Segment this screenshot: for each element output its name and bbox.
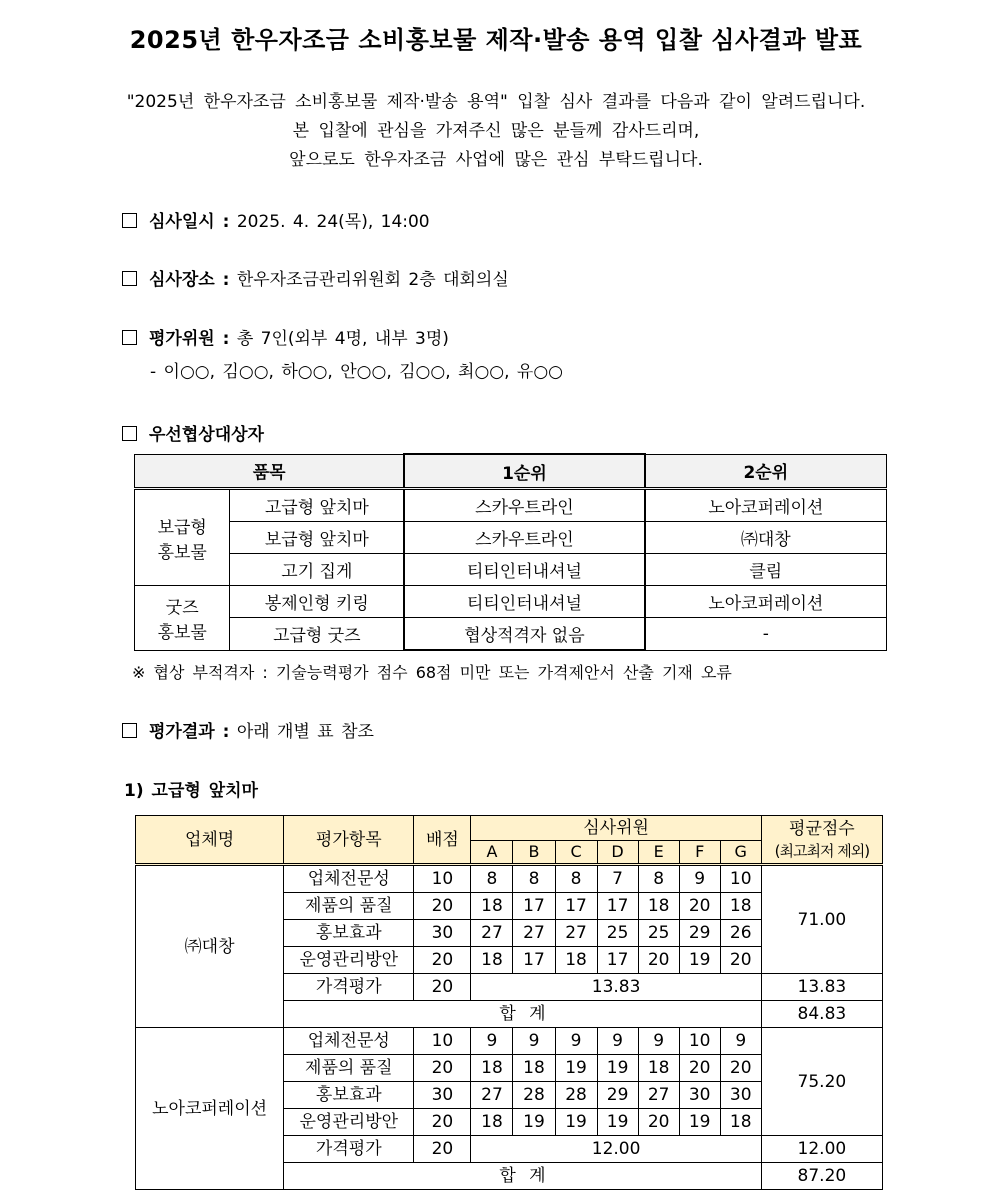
score-cell: 25 (638, 920, 679, 947)
avg-score-cell: 71.00 (761, 865, 882, 974)
judge-header: D (597, 841, 638, 865)
score-cell: 17 (597, 947, 638, 974)
header-avg-label: 평균점수 (789, 818, 855, 839)
first-cell: 스카우트라인 (404, 522, 644, 554)
section-value: 아래 개별 표 참조 (236, 722, 374, 742)
header-criteria: 평가항목 (284, 816, 414, 865)
score-cell: 18 (471, 893, 513, 920)
section-committee (122, 324, 449, 349)
section-label: 우선협상대상자 (149, 425, 264, 445)
checkbox-icon (122, 426, 137, 441)
result-table (135, 815, 883, 1190)
score-cell: 9 (638, 1028, 679, 1055)
judge-header: B (513, 841, 555, 865)
avg-score-cell: 12.00 (761, 1136, 882, 1163)
score-cell: 30 (679, 1082, 720, 1109)
score-cell: 17 (555, 893, 597, 920)
section-label: 평가위원 : (149, 329, 230, 349)
table-row (135, 489, 887, 522)
total-label-cell: 합 계 (284, 1163, 762, 1190)
item-cell: 고급형 굿즈 (230, 618, 404, 651)
score-cell: 19 (597, 1109, 638, 1136)
score-cell: 7 (597, 865, 638, 893)
table-row (135, 522, 887, 554)
table-row (135, 554, 887, 586)
score-cell: 18 (720, 1109, 761, 1136)
category-cell: 굿즈 홍보물 (135, 586, 230, 651)
price-score-cell: 12.00 (471, 1136, 761, 1163)
header-first: 1순위 (404, 454, 644, 489)
score-cell: 19 (679, 947, 720, 974)
score-cell: 27 (555, 920, 597, 947)
item-cell: 고기 집게 (230, 554, 404, 586)
score-cell: 27 (513, 920, 555, 947)
first-cell: 스카우트라인 (404, 489, 644, 522)
score-cell: 18 (638, 1055, 679, 1082)
page-title: 2025년 한우자조금 소비홍보물 제작·발송 용역 입찰 심사결과 발표 (129, 26, 863, 54)
header-judges: 심사위원 (471, 816, 761, 841)
score-cell: 20 (679, 893, 720, 920)
score-cell: 9 (597, 1028, 638, 1055)
weight-cell: 20 (414, 974, 471, 1001)
section-label: 심사장소 : (149, 270, 230, 290)
score-cell: 18 (471, 947, 513, 974)
score-cell: 20 (638, 947, 679, 974)
weight-cell: 30 (414, 1082, 471, 1109)
item-cell: 봉제인형 키링 (230, 586, 404, 618)
section-value: 한우자조금관리위원회 2층 대회의실 (236, 270, 509, 290)
intro-line: 본 입찰에 관심을 가져주신 많은 분들께 감사드리며, (292, 121, 700, 141)
score-cell: 9 (471, 1028, 513, 1055)
section-value: 총 7인(외부 4명, 내부 3명) (236, 329, 449, 349)
score-cell: 9 (555, 1028, 597, 1055)
section-place (122, 265, 509, 290)
score-cell: 8 (471, 865, 513, 893)
second-cell: ㈜대창 (645, 522, 887, 554)
checkbox-icon (122, 213, 137, 228)
table-header-row (136, 816, 883, 841)
score-cell: 20 (679, 1055, 720, 1082)
table-row (136, 865, 883, 893)
total-label-cell: 합 계 (284, 1001, 762, 1028)
score-cell: 10 (679, 1028, 720, 1055)
avg-score-cell: 13.83 (761, 974, 882, 1001)
criteria-cell: 제품의 품질 (284, 1055, 414, 1082)
checkbox-icon (122, 271, 137, 286)
result-table-body (136, 865, 883, 1190)
weight-cell: 10 (414, 1028, 471, 1055)
priority-table (134, 453, 887, 651)
score-cell: 18 (720, 893, 761, 920)
section-priority (122, 420, 264, 445)
section-date (122, 207, 430, 232)
weight-cell: 20 (414, 1055, 471, 1082)
criteria-cell: 가격평가 (284, 974, 414, 1001)
table-row (136, 1028, 883, 1055)
table-header-row (135, 454, 887, 489)
judge-header: F (679, 841, 720, 865)
committee-members: - 이○○, 김○○, 하○○, 안○○, 김○○, 최○○, 유○○ (150, 362, 564, 382)
table-row (135, 618, 887, 651)
score-cell: 18 (471, 1055, 513, 1082)
judge-header: A (471, 841, 513, 865)
note-text: ※ 협상 부적격자 : 기술능력평가 점수 68점 미만 또는 가격제안서 산출 기재 오류 (132, 663, 732, 682)
judge-header: G (720, 841, 761, 865)
score-cell: 29 (597, 1082, 638, 1109)
item-cell: 보급형 앞치마 (230, 522, 404, 554)
score-cell: 28 (513, 1082, 555, 1109)
score-cell: 19 (555, 1109, 597, 1136)
score-cell: 18 (555, 947, 597, 974)
second-cell: 노아코퍼레이션 (645, 586, 887, 618)
header-second: 2순위 (645, 454, 887, 489)
table-row (135, 586, 887, 618)
weight-cell: 20 (414, 947, 471, 974)
score-cell: 8 (638, 865, 679, 893)
score-cell: 27 (638, 1082, 679, 1109)
second-cell: - (645, 618, 887, 651)
first-cell: 티티인터내셔널 (404, 554, 644, 586)
score-cell: 20 (720, 1055, 761, 1082)
item-cell: 고급형 앞치마 (230, 489, 404, 522)
criteria-cell: 운영관리방안 (284, 947, 414, 974)
score-cell: 19 (513, 1109, 555, 1136)
score-cell: 17 (513, 893, 555, 920)
checkbox-icon (122, 723, 137, 738)
price-score-cell: 13.83 (471, 974, 761, 1001)
total-score-cell: 87.20 (761, 1163, 882, 1190)
judge-header: E (638, 841, 679, 865)
criteria-cell: 가격평가 (284, 1136, 414, 1163)
section-label: 심사일시 : (149, 212, 230, 232)
score-cell: 17 (513, 947, 555, 974)
score-cell: 30 (720, 1082, 761, 1109)
score-cell: 19 (679, 1109, 720, 1136)
section-result (122, 717, 374, 742)
score-cell: 17 (597, 893, 638, 920)
weight-cell: 10 (414, 865, 471, 893)
header-item: 품목 (135, 454, 405, 489)
header-avg (761, 816, 882, 865)
intro-line: "2025년 한우자조금 소비홍보물 제작·발송 용역" 입찰 심사 결과를 다음과 같이 알려드립니다. (126, 92, 866, 112)
score-cell: 20 (638, 1109, 679, 1136)
criteria-cell: 제품의 품질 (284, 893, 414, 920)
score-cell: 20 (720, 947, 761, 974)
criteria-cell: 업체전문성 (284, 865, 414, 893)
score-cell: 8 (555, 865, 597, 893)
criteria-cell: 운영관리방안 (284, 1109, 414, 1136)
score-cell: 27 (471, 1082, 513, 1109)
score-cell: 18 (513, 1055, 555, 1082)
score-cell: 19 (597, 1055, 638, 1082)
total-score-cell: 84.83 (761, 1001, 882, 1028)
criteria-cell: 홍보효과 (284, 1082, 414, 1109)
score-cell: 9 (513, 1028, 555, 1055)
section-label: 평가결과 : (149, 722, 230, 742)
criteria-cell: 홍보효과 (284, 920, 414, 947)
weight-cell: 20 (414, 1109, 471, 1136)
company-name-cell: 노아코퍼레이션 (136, 1028, 284, 1190)
section-value: 2025. 4. 24(목), 14:00 (236, 212, 430, 232)
first-cell: 협상적격자 없음 (404, 618, 644, 651)
weight-cell: 20 (414, 1136, 471, 1163)
criteria-cell: 업체전문성 (284, 1028, 414, 1055)
score-cell: 28 (555, 1082, 597, 1109)
second-cell: 노아코퍼레이션 (645, 489, 887, 522)
second-cell: 클림 (645, 554, 887, 586)
weight-cell: 30 (414, 920, 471, 947)
first-cell: 티티인터내셔널 (404, 586, 644, 618)
score-cell: 9 (679, 865, 720, 893)
score-cell: 26 (720, 920, 761, 947)
category-cell: 보급형 홍보물 (135, 489, 230, 586)
checkbox-icon (122, 330, 137, 345)
avg-score-cell: 75.20 (761, 1028, 882, 1136)
judge-header: C (555, 841, 597, 865)
subsection-title: 1) 고급형 앞치마 (124, 781, 258, 801)
header-weight: 배점 (414, 816, 471, 865)
score-cell: 29 (679, 920, 720, 947)
header-company: 업체명 (136, 816, 284, 865)
score-cell: 9 (720, 1028, 761, 1055)
company-name-cell: ㈜대창 (136, 865, 284, 1028)
score-cell: 10 (720, 865, 761, 893)
weight-cell: 20 (414, 893, 471, 920)
header-avg-sub: (최고최저 제외) (774, 841, 870, 860)
score-cell: 19 (555, 1055, 597, 1082)
score-cell: 8 (513, 865, 555, 893)
score-cell: 27 (471, 920, 513, 947)
score-cell: 18 (638, 893, 679, 920)
intro-text (0, 88, 992, 175)
score-cell: 25 (597, 920, 638, 947)
score-cell: 18 (471, 1109, 513, 1136)
intro-line: 앞으로도 한우자조금 사업에 많은 관심 부탁드립니다. (289, 150, 703, 170)
